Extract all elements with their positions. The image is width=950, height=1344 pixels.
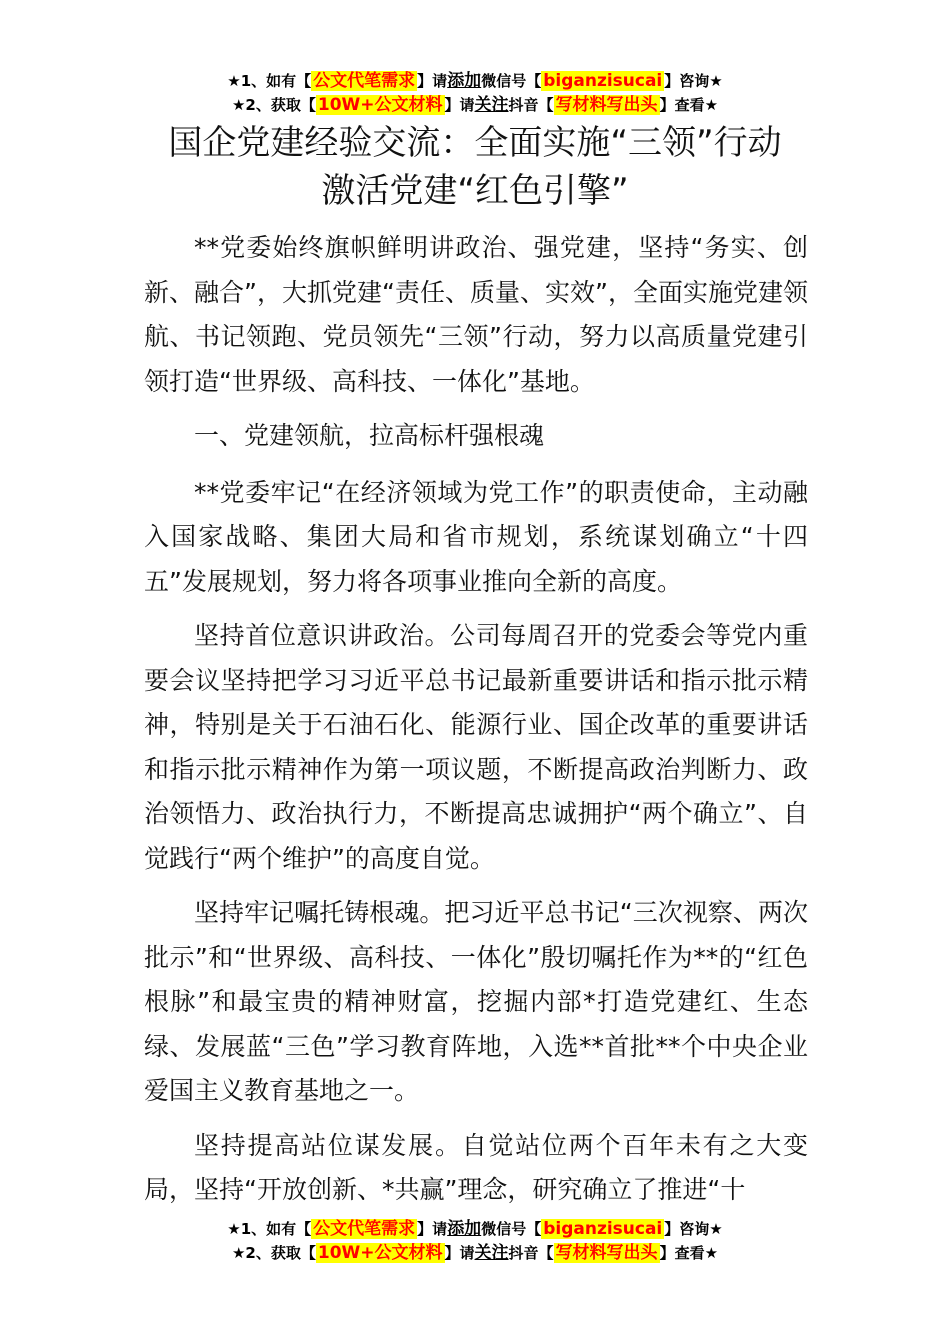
banner-highlight: 公文代笔需求 bbox=[313, 71, 416, 91]
section-heading: 一、党建领航，拉高标杆强根魂 bbox=[194, 421, 545, 450]
banner-underline: 添加 bbox=[447, 1219, 482, 1239]
paragraph: 坚持提高站位谋发展。自觉站位两个百年未有之大变局，坚持“开放创新、*共赢”理念，研究确立了推进“十 bbox=[144, 1130, 808, 1204]
banner-text: 】咨询★ bbox=[664, 1220, 723, 1238]
banner-text: ★1、如有【 bbox=[227, 72, 312, 90]
banner-underline: 添加 bbox=[447, 71, 482, 91]
banner-text: 】查看★ bbox=[659, 96, 719, 114]
banner-text: 微信号【 bbox=[481, 72, 542, 90]
banner-douyin-id: 写材料写出头 bbox=[555, 95, 658, 115]
paragraph: 坚持首位意识讲政治。公司每周召开的党委会等党内重要会议坚持把学习习近平总书记最新重要讲话和指示批示精神，特别是关于石油石化、能源行业、国企改革的重要讲话和指示批示精神作为第一项议题，不断提高政治判断力、政治领悟力、政治执行力，不断提高忠诚拥护“两个确立”、自觉践行“两个维护”的高度自觉。 bbox=[144, 621, 808, 873]
title-line-1: 国企党建经验交流：全面实施“三领”行动 bbox=[168, 123, 782, 163]
banner-text: ★2、获取【 bbox=[231, 96, 316, 114]
banner-text: 】查看★ bbox=[659, 1244, 719, 1262]
banner-highlight: 10W+公文材料 bbox=[317, 1243, 443, 1263]
banner-highlight: 10W+公文材料 bbox=[317, 95, 443, 115]
document-body bbox=[144, 226, 808, 1223]
banner-text: 微信号【 bbox=[481, 1220, 542, 1238]
document-title bbox=[0, 119, 950, 215]
banner-underline: 关注 bbox=[474, 95, 509, 115]
banner-text: 】请 bbox=[417, 1220, 448, 1238]
banner-text: 】请 bbox=[444, 1244, 475, 1262]
banner-text: ★1、如有【 bbox=[227, 1220, 312, 1238]
paragraph: 坚持牢记嘱托铸根魂。把习近平总书记“三次视察、两次批示”和“世界级、高科技、一体化”殷切嘱托作为**的“红色根脉”和最宝贵的精神财富，挖掘内部*打造党建红、生态绿、发展蓝“三色”学习教育阵地，入选**首批**个中央企业爱国主义教育基地之一。 bbox=[144, 898, 808, 1105]
footer-banner bbox=[0, 1217, 950, 1265]
banner-underline: 关注 bbox=[474, 1243, 509, 1263]
banner-highlight: 公文代笔需求 bbox=[313, 1219, 416, 1239]
banner-wechat-id: biganzisucai bbox=[543, 1219, 663, 1239]
banner-line-1 bbox=[0, 69, 950, 93]
banner-line-1 bbox=[0, 1217, 950, 1241]
paragraph: **党委牢记“在经济领域为党工作”的职责使命，主动融入国家战略、集团大局和省市规划，系统谋划确立“十四五”发展规划，努力将各项事业推向全新的高度。 bbox=[144, 477, 808, 596]
banner-text: ★2、获取【 bbox=[231, 1244, 316, 1262]
banner-line-2 bbox=[0, 1241, 950, 1265]
banner-douyin-id: 写材料写出头 bbox=[555, 1243, 658, 1263]
banner-text: 】请 bbox=[444, 96, 475, 114]
banner-text: 抖音【 bbox=[508, 96, 554, 114]
banner-text: 】咨询★ bbox=[664, 72, 723, 90]
header-banner bbox=[0, 69, 950, 117]
banner-text: 】请 bbox=[417, 72, 448, 90]
banner-line-2 bbox=[0, 93, 950, 117]
title-line-2: 激活党建“红色引擎” bbox=[321, 171, 629, 211]
banner-wechat-id: biganzisucai bbox=[543, 71, 663, 91]
paragraph: **党委始终旗帜鲜明讲政治、强党建，坚持“务实、创新、融合”，大抓党建“责任、质量、实效”，全面实施党建领航、书记领跑、党员领先“三领”行动，努力以高质量党建引领打造“世界级、高科技、一体化”基地。 bbox=[144, 233, 808, 396]
banner-text: 抖音【 bbox=[508, 1244, 554, 1262]
